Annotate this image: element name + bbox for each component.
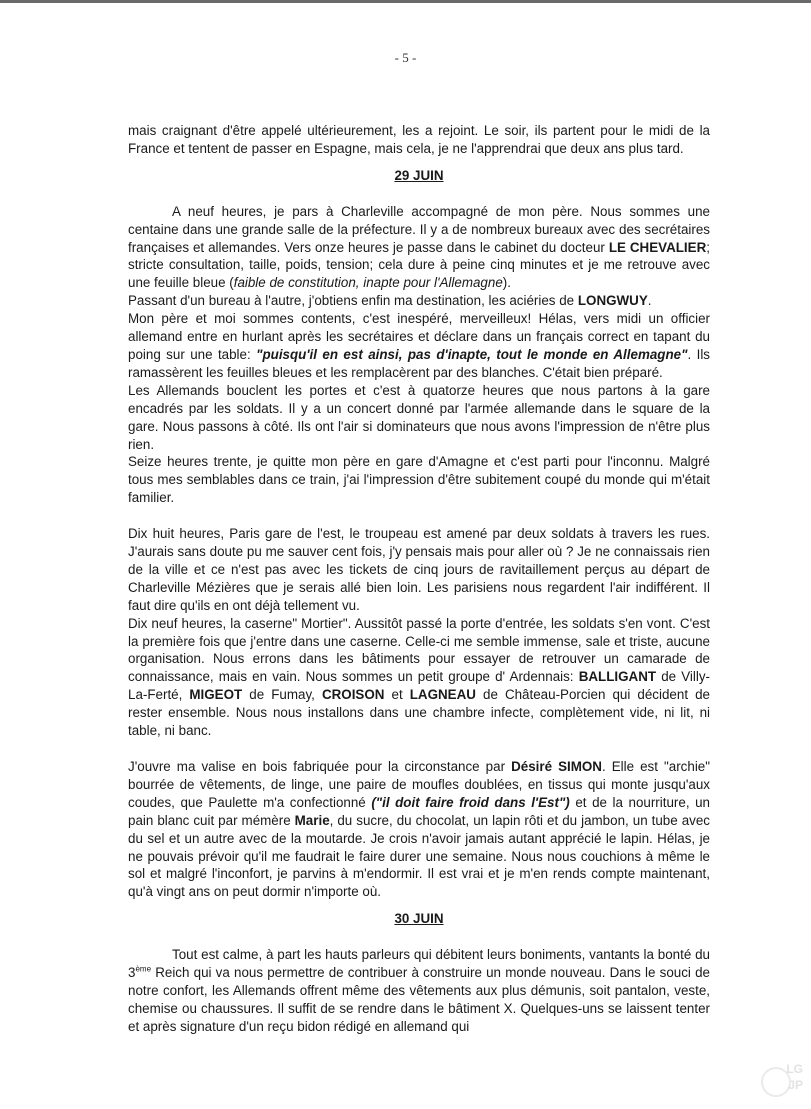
paragraph: Les Allemands bouclent les portes et c'est à quatorze heures que nous partons à la gare encadrés par les soldats. Il y a un concert donné par l'armée allemande dans le square de la gare. Nous passons à côté. Ils ont l'air si dominateurs que nous avons l'impression de n'être plus rien. xyxy=(128,382,710,452)
paragraph: Tout est calme, à part les hauts parleurs qui débitent leurs boniments, vantants la bonté du 3ème Reich qui va nous permettre de contribuer à construire un monde nouveau. Dans le souci de notre confort, les Allemands offrent même des vêtements aux plus démunis, soit pantalon, veste, chemise ou chaussures. Il suffit de se rendre dans le bâtiment X. Quelques-uns se laissent tenter et après signature d'un reçu bidon rédigé en allemand qui xyxy=(128,947,710,1034)
paragraph: Dix neuf heures, la caserne" Mortier". Aussitôt passé la porte d'entrée, les soldats s'en vont. C'est la première fois que j'entre dans une caserne. Celle-ci me semble immense, sale et triste, aucune organisation. Nous errons dans les bâtiments pour essayer de retrouver un camarade de connaissance, mais en vain. Nous sommes un petit groupe d' Ardennais: BALLIGANT de Villy-La-Ferté, MIGEOT de Fumay, CROISON et LAGNEAU de Château-Porcien qui décident de rester ensemble. Nous nous installons dans une chambre infecte, complètement vide, ni lit, ni table, ni banc. xyxy=(128,615,710,739)
paragraph: Seize heures trente, je quitte mon père en gare d'Amagne et c'est parti pour l'inconnu. Malgré tous mes semblables dans ce train, j'ai l'impression d'être subitement coupé du monde qui m'était familier. xyxy=(128,454,710,506)
top-rule xyxy=(0,0,811,3)
paragraph: Dix huit heures, Paris gare de l'est, le troupeau est amené par deux soldats à travers les rues. J'aurais sans doute pu me sauver cent fois, j'y pensais mais pour aller où ? Je ne connaissais rien de la ville et ce n'est pas avec les tickets de cinq jours de ravitaillement perçus au départ de Charleville Mézières que je serais allé bien loin. Les parisiens nous regardent l'air indifférent. Il faut dire qu'ils en ont déjà tellement vu. xyxy=(128,526,710,613)
section-heading-30-juin: 30 JUIN xyxy=(394,911,444,927)
page-number: - 5 - xyxy=(394,50,417,65)
section-heading-29-juin: 29 JUIN xyxy=(394,167,444,183)
paragraph: J'ouvre ma valise en bois fabriquée pour la circonstance par Désiré SIMON. Elle est "archie" bourrée de vêtements, de linge, une paire de moufles doublées, en tissus qui monte jusqu'aux coudes, que Paulette m'a confectionné ("il doit faire froid dans l'Est") et de la nourriture, un pain blanc cuit par mémère Marie, du sucre, du chocolat, un lapin rôti et du jambon, un tube avec du sel et un autre avec de la moutarde. Je crois n'avoir jamais autant apprécié le lapin. Hélas, je ne pouvais prévoir qu'il me faudrait le faire durer une semaine. Nous nous couchions à même le sol et malgré l'inconfort, je parvins à m'endormir. Il est vrai et je m'en rends compte maintenant, qu'à vingt ans on peut dormir n'importe où. xyxy=(128,759,710,900)
paragraph: A neuf heures, je pars à Charleville accompagné de mon père. Nous sommes une centaine dans une grande salle de la préfecture. Il y a de nombreux bureaux avec des secrétaires françaises et allemandes. Vers onze heures je passe dans le cabinet du docteur LE CHEVALIER; stricte consultation, taille, poids, tension; cela dure à peine cinq minutes et je me retrouve avec une feuille bleue (faible de constitution, inapte pour l'Allemagne). xyxy=(128,203,710,291)
officer-quote: "puisqu'il en est ainsi, pas d'inapte, tout le monde en Allemagne" xyxy=(256,346,688,362)
name-longwuy: LONGWUY xyxy=(577,293,648,309)
name-le-chevalier: LE CHEVALIER xyxy=(608,239,707,255)
paragraph: mais craignant d'être appelé ultérieurement, les a rejoint. Le soir, ils partent pour le midi de la France et tentent de passer en Espagne, mais cela, je ne l'apprendrai que deux ans plus tard. xyxy=(128,123,710,156)
document-body xyxy=(128,122,710,1036)
paragraph: Mon père et moi sommes contents, c'est inespéré, merveilleux! Hélas, vers midi un officier allemand entre en hurlant après les secrétaires et déclare dans un français correct en tapant du poing sur une table: "puisqu'il en est ainsi, pas d'inapte, tout le monde en Allemagne". Ils ramassèrent les feuilles bleues et les remplacèrent par des blanches. C'était bien préparé. xyxy=(128,311,710,380)
paragraph: Passant d'un bureau à l'autre, j'obtiens enfin ma destination, les aciéries de LONGWUY. xyxy=(128,293,652,309)
watermark-logo: LG JP xyxy=(759,1061,803,1101)
